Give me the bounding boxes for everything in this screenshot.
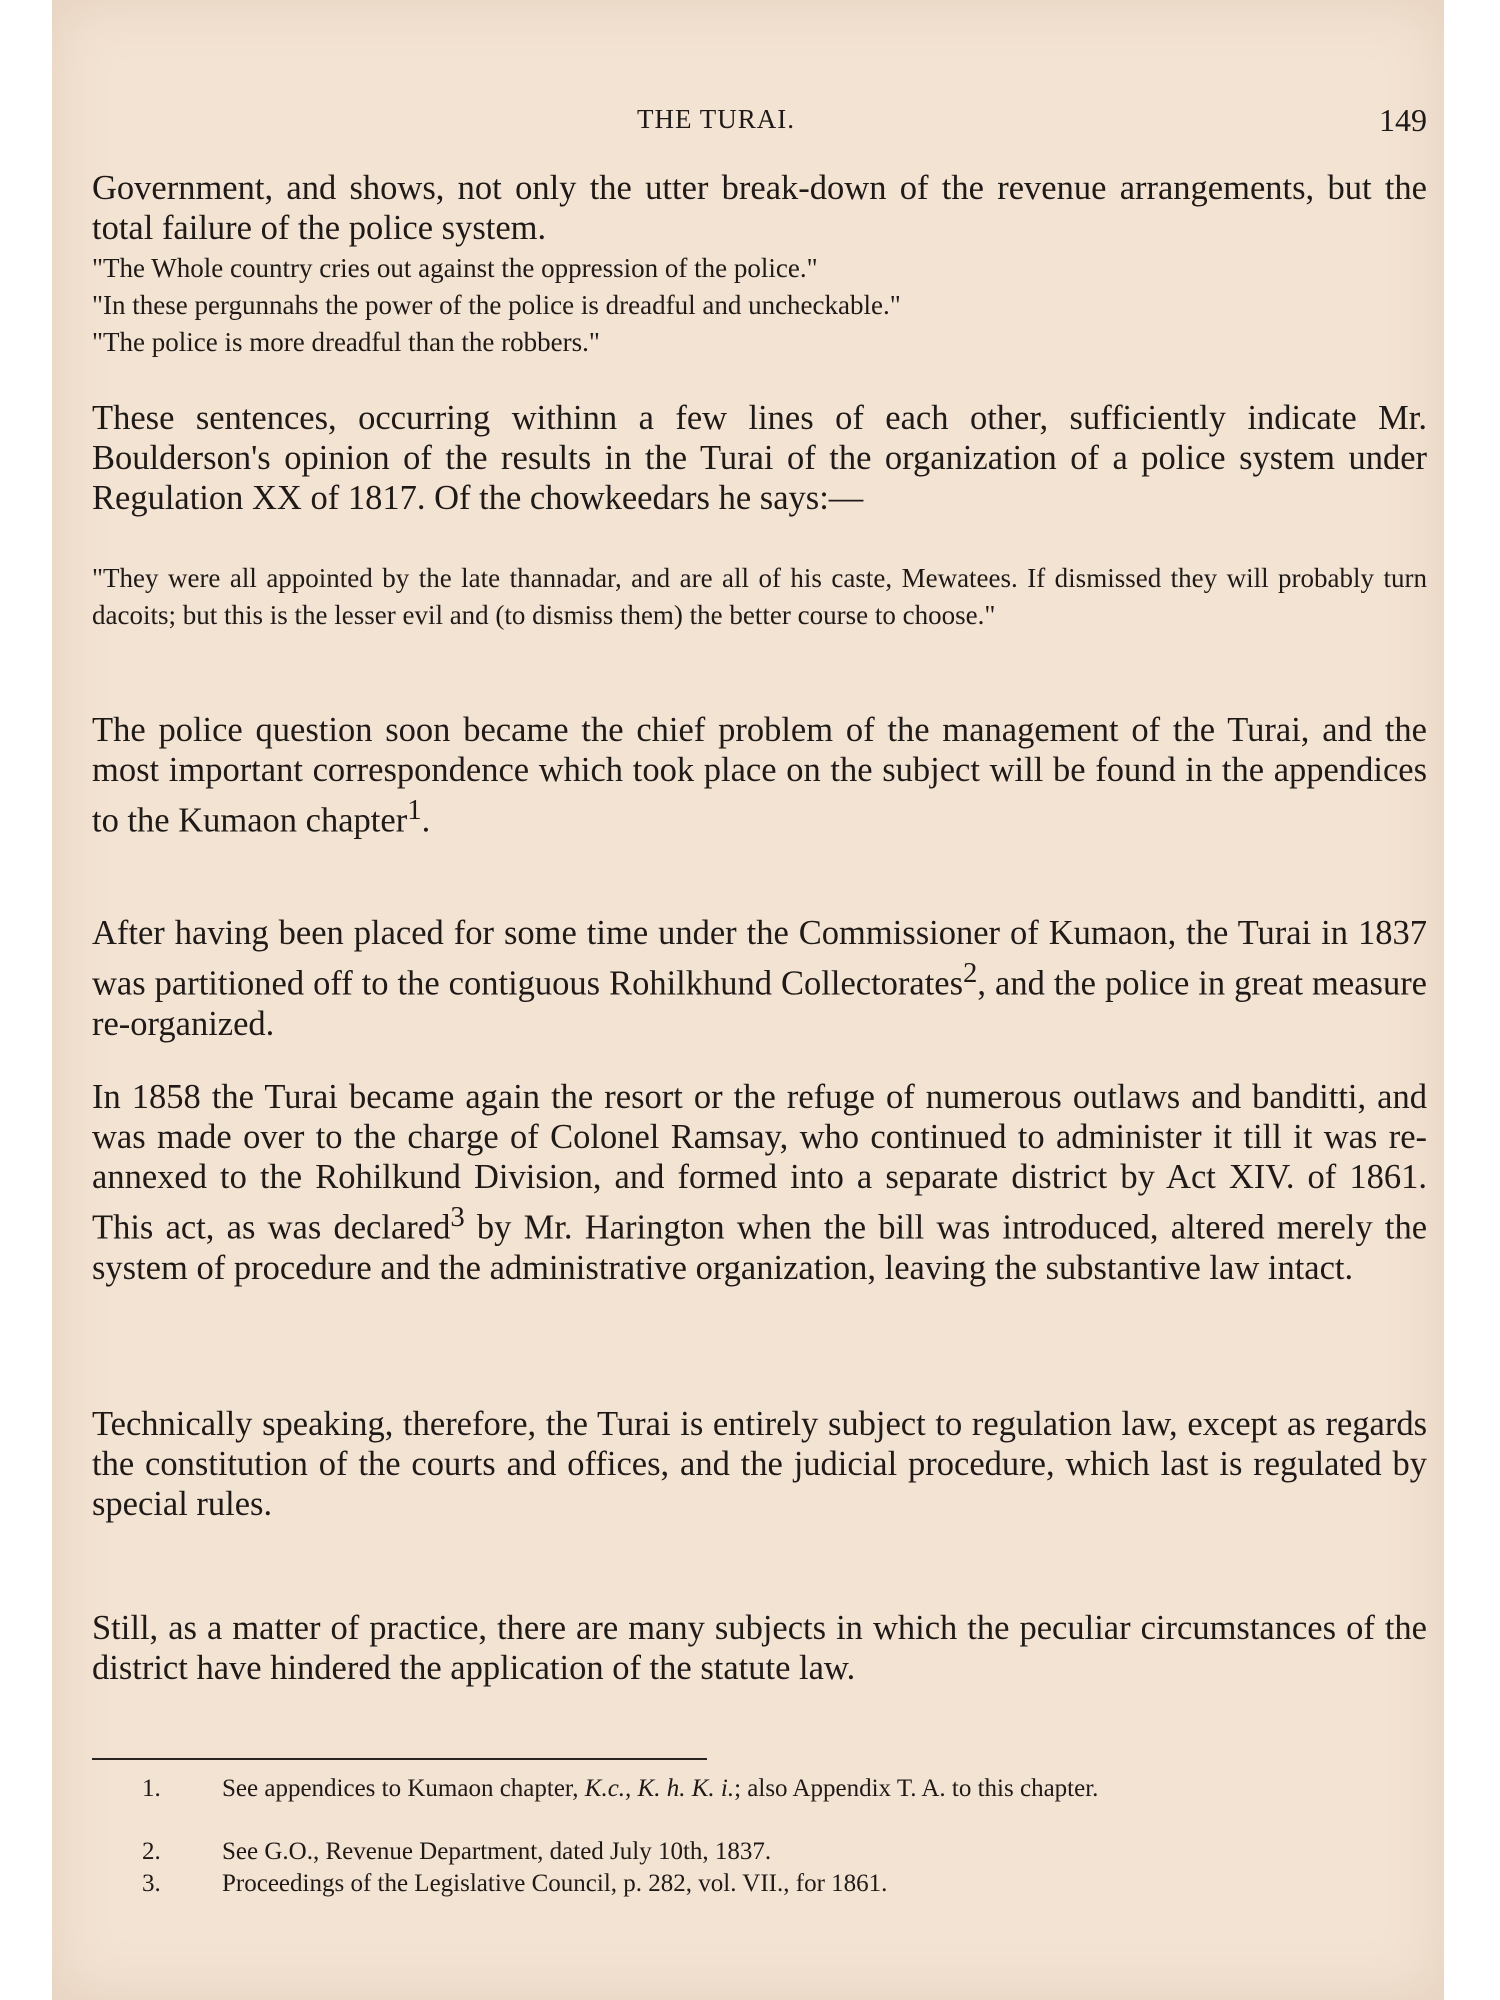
paragraph-3-text: The police question soon became the chief problem of the management of the Turai, and the most important correspondence which took place on the subject will be found in the appendices to the Kumaon chapter (92, 711, 1427, 840)
paragraph-5-text: In 1858 the Turai became again the resort or the refuge of numerous outlaws and banditti, and was made over to the charge of Colonel Ramsay, who continued to administer it till it was re-annexed to the Rohilkund Division, and formed into a separate district by Act XIV. of 1861. This act, as was declared (92, 1078, 1427, 1247)
footnote-text-part: See appendices to Kumaon chapter, (222, 1775, 585, 1802)
footnote-number: 1. (142, 1775, 161, 1802)
footnote-number: 3. (142, 1870, 161, 1897)
quote-line: "The Whole country cries out against the oppression of the police." (92, 253, 818, 283)
footnote-ref-3: 3 (450, 1201, 465, 1233)
paragraph-4-text: After having been placed for some time under the Commissioner of Kumaon, the Turai in 1837 was partitioned off to the contiguous Rohilkhund Collectorates (92, 914, 1427, 1003)
footnote-rule (92, 1758, 707, 1760)
quote-line: "The police is more dreadful than the robbers." (92, 327, 600, 357)
quote-block-1 (92, 250, 1427, 361)
running-title: THE TURAI. (637, 104, 795, 134)
quote-block-2: "They were all appointed by the late thannadar, and are all of his caste, Mewatees. If dismissed they will probably turn dacoits; but this is the lesser evil and (to dismiss them) the better course to choose." (92, 563, 1427, 630)
paragraph-6: Technically speaking, therefore, the Turai is entirely subject to regulation law, except as regards the constitution of the courts and offices, and the judicial procedure, which last is regulated by special rules. (92, 1405, 1427, 1523)
footnote-text: See G.O., Revenue Department, dated July 10th, 1837. (222, 1838, 772, 1865)
footnote-text-italic: K.c., K. h. K. i. (584, 1775, 735, 1802)
page-header (92, 104, 1427, 144)
quote-line: "In these pergunnahs the power of the police is dreadful and uncheckable." (92, 290, 901, 320)
paragraph-5 (92, 1077, 1427, 1288)
paragraph-3-end: . (421, 801, 431, 840)
paragraph-1: Government, and shows, not only the utter break-down of the revenue arrangements, but the total failure of the police system. (92, 169, 1427, 247)
paragraph-2: These sentences, occurring withinn a few lines of each other, sufficiently indicate Mr. Boulderson's opinion of the results in the Turai of the organization of a police system under Regulation XX of 1817. Of the chowkeedars he says:— (92, 399, 1427, 517)
paragraph-5-text-end: by Mr. Harington when the bill was introduced, altered merely the system of procedure and the administrative organization, leaving the substantive law intact. (92, 1208, 1428, 1287)
footnote-text (222, 1773, 1427, 1804)
page-number: 149 (1379, 102, 1427, 138)
footnote-text: Proceedings of the Legislative Council, p. 282, vol. VII., for 1861. (222, 1870, 888, 1897)
paragraph-4 (92, 913, 1427, 1044)
paragraph-4-text-end: , and the police in great measure re-organized. (92, 964, 1427, 1043)
footnote-ref-2: 2 (963, 957, 978, 989)
paragraph-3 (92, 710, 1427, 841)
paragraph-7: Still, as a matter of practice, there are many subjects in which the peculiar circumstances of the district have hindered the application of the statute law. (92, 1609, 1427, 1687)
footnote-number: 2. (142, 1838, 161, 1865)
book-page (52, 0, 1444, 2000)
footnote-ref-1: 1 (407, 794, 422, 826)
footnote-text-part: ; also Appendix T. A. to this chapter. (734, 1775, 1099, 1802)
